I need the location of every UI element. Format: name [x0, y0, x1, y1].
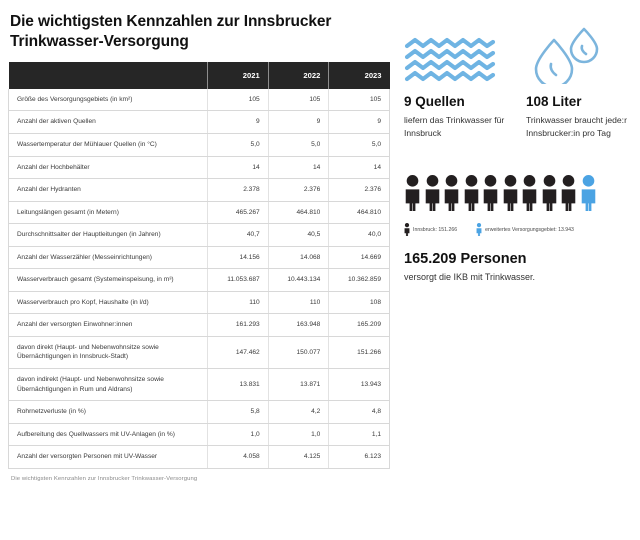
- liters-description: Trinkwasser braucht jede:r Innsbrucker:in pro Tag: [526, 115, 627, 139]
- table-row: [9, 423, 390, 446]
- legend-label-innsbruck: Innsbruck: 151.266: [413, 227, 458, 234]
- cell-2022: 1,0: [268, 423, 329, 446]
- person-dark-icon: [521, 175, 538, 216]
- key-figures-table: [8, 62, 390, 469]
- cell-2022: 14: [268, 156, 329, 179]
- cell-2023: 13.943: [329, 369, 390, 401]
- person-dark-icon: [424, 175, 441, 216]
- footer-caption: Die wichtigsten Kennzahlen zur Innsbrucker Trinkwasser-Versorgung: [11, 475, 198, 482]
- cell-2022: 9: [268, 111, 329, 134]
- table-row: [9, 134, 390, 157]
- springs-value: 9 Quellen: [404, 94, 465, 109]
- row-label: Größe des Versorgungsgebiets (in km²): [9, 89, 208, 111]
- cell-2022: 13.871: [268, 369, 329, 401]
- cell-2021: 4.058: [208, 446, 269, 469]
- table-row: [9, 291, 390, 314]
- cell-2021: 5,0: [208, 134, 269, 157]
- cell-2021: 40,7: [208, 224, 269, 247]
- water-waves-icon: [404, 26, 508, 84]
- table-row: [9, 446, 390, 469]
- cell-2023: 105: [329, 89, 390, 111]
- cell-2021: 147.462: [208, 336, 269, 368]
- column-header-label: [9, 62, 208, 89]
- cell-2022: 2.376: [268, 179, 329, 202]
- person-dark-icon: [443, 175, 460, 216]
- people-stat-block: [404, 175, 632, 282]
- cell-2021: 14: [208, 156, 269, 179]
- person-blue-icon: [580, 175, 597, 216]
- row-label: Anzahl der Hochbehälter: [9, 156, 208, 179]
- cell-2022: 4,2: [268, 401, 329, 424]
- column-header-2022: 2022: [268, 62, 329, 89]
- table-header-row: [9, 62, 390, 89]
- cell-2022: 10.443.134: [268, 269, 329, 292]
- cell-2021: 2.378: [208, 179, 269, 202]
- liters-value: 108 Liter: [526, 94, 582, 109]
- table-row: [9, 369, 390, 401]
- table-row: [9, 179, 390, 202]
- cell-2021: 9: [208, 111, 269, 134]
- cell-2022: 5,0: [268, 134, 329, 157]
- person-dark-icon: [404, 175, 421, 216]
- cell-2022: 4.125: [268, 446, 329, 469]
- top-stats-row: [404, 26, 632, 141]
- row-label: Aufbereitung des Quellwassers mit UV-Anlagen (in %): [9, 423, 208, 446]
- row-label: Anzahl der versorgten Personen mit UV-Wasser: [9, 446, 208, 469]
- cell-2021: 105: [208, 89, 269, 111]
- infographic-column: [404, 10, 632, 282]
- table-row: [9, 156, 390, 179]
- cell-2023: 14: [329, 156, 390, 179]
- person-dark-icon: [560, 175, 577, 216]
- cell-2021: 110: [208, 291, 269, 314]
- legend-item-extended-area: [476, 223, 574, 238]
- table-row: [9, 224, 390, 247]
- person-dark-icon: [404, 223, 410, 238]
- people-value: 165.209 Personen: [404, 250, 527, 267]
- cell-2021: 1,0: [208, 423, 269, 446]
- springs-description: liefern das Trinkwasser für Innsbruck: [404, 115, 505, 139]
- table-row: [9, 89, 390, 111]
- legend-item-innsbruck: [404, 223, 457, 238]
- page-title: Die wichtigsten Kennzahlen zur Innsbrucker Trinkwasser-Versorgung: [10, 13, 332, 51]
- column-header-2023: 2023: [329, 62, 390, 89]
- people-pictogram: [404, 175, 632, 216]
- cell-2022: 14.068: [268, 246, 329, 269]
- liters-stat-block: [526, 26, 630, 141]
- cell-2023: 40,0: [329, 224, 390, 247]
- column-header-2021: 2021: [208, 62, 269, 89]
- cell-2023: 2.376: [329, 179, 390, 202]
- cell-2022: 150.077: [268, 336, 329, 368]
- people-legend: [404, 223, 632, 238]
- row-label: Wasserverbrauch pro Kopf, Haushalte (in l/d): [9, 291, 208, 314]
- table-body: [9, 89, 390, 468]
- person-dark-icon: [463, 175, 480, 216]
- row-label: davon indirekt (Haupt- und Nebenwohnsitze sowie Übernächtigungen in Rum und Aldrans): [9, 369, 208, 401]
- row-label: Wassertemperatur der Mühlauer Quellen (in °C): [9, 134, 208, 157]
- table-column: [8, 10, 390, 482]
- person-dark-icon: [541, 175, 558, 216]
- table-row: [9, 111, 390, 134]
- table-row: [9, 314, 390, 337]
- row-label: Durchschnittsalter der Hauptleitungen (in Jahren): [9, 224, 208, 247]
- cell-2021: 14.156: [208, 246, 269, 269]
- cell-2022: 40,5: [268, 224, 329, 247]
- table-row: [9, 401, 390, 424]
- row-label: davon direkt (Haupt- und Nebenwohnsitze sowie Übernächtigungen in Innsbruck-Stadt): [9, 336, 208, 368]
- content-layout: [8, 10, 632, 482]
- table-row: [9, 269, 390, 292]
- table-header: [9, 62, 390, 89]
- cell-2021: 161.293: [208, 314, 269, 337]
- cell-2021: 5,8: [208, 401, 269, 424]
- legend-label-extended-area: erweitertes Versorgungsgebiet: 13.943: [485, 227, 574, 234]
- table-row: [9, 246, 390, 269]
- person-blue-icon: [476, 223, 482, 238]
- person-dark-icon: [502, 175, 519, 216]
- springs-stat-block: [404, 26, 508, 141]
- row-label: Wasserverbrauch gesamt (Systemeinspeisung, in m³): [9, 269, 208, 292]
- cell-2023: 10.362.859: [329, 269, 390, 292]
- cell-2022: 110: [268, 291, 329, 314]
- water-droplets-icon: [526, 26, 630, 84]
- people-description: versorgt die IKB mit Trinkwasser.: [404, 271, 536, 282]
- cell-2023: 14.669: [329, 246, 390, 269]
- row-label: Rohrnetzverluste (in %): [9, 401, 208, 424]
- cell-2023: 151.266: [329, 336, 390, 368]
- cell-2023: 4,8: [329, 401, 390, 424]
- cell-2022: 105: [268, 89, 329, 111]
- cell-2023: 108: [329, 291, 390, 314]
- cell-2023: 1,1: [329, 423, 390, 446]
- table-row: [9, 201, 390, 224]
- cell-2022: 163.948: [268, 314, 329, 337]
- row-label: Anzahl der Hydranten: [9, 179, 208, 202]
- person-dark-icon: [482, 175, 499, 216]
- cell-2021: 11.053.687: [208, 269, 269, 292]
- row-label: Anzahl der versorgten Einwohner:innen: [9, 314, 208, 337]
- cell-2023: 165.209: [329, 314, 390, 337]
- cell-2021: 13.831: [208, 369, 269, 401]
- table-row: [9, 336, 390, 368]
- cell-2023: 5,0: [329, 134, 390, 157]
- cell-2023: 9: [329, 111, 390, 134]
- row-label: Leitungslängen gesamt (in Metern): [9, 201, 208, 224]
- cell-2021: 465.267: [208, 201, 269, 224]
- cell-2022: 464.810: [268, 201, 329, 224]
- cell-2023: 464.810: [329, 201, 390, 224]
- cell-2023: 6.123: [329, 446, 390, 469]
- row-label: Anzahl der aktiven Quellen: [9, 111, 208, 134]
- row-label: Anzahl der Wasserzähler (Messeinrichtungen): [9, 246, 208, 269]
